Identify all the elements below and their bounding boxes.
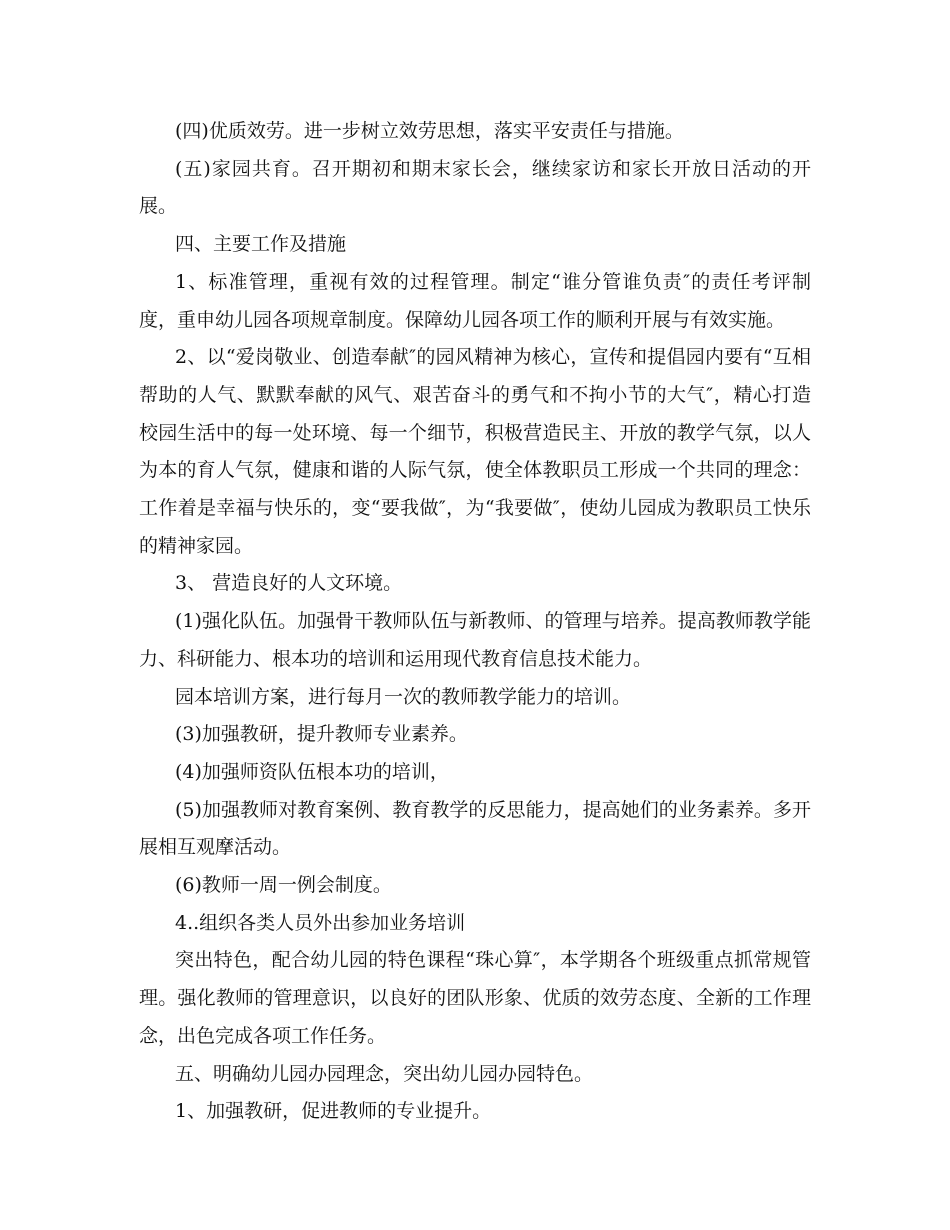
paragraph-basic-skills: (4)加强师资队伍根本功的培训， <box>175 760 449 783</box>
paragraph-teaching-research: (3)加强教研，提升教师专业素养。 <box>175 723 468 746</box>
paragraph-external-training: 4..组织各类人员外出参加业务培训 <box>175 911 466 934</box>
paragraph-feature-course: 突出特色，配合幼儿园的特色课程“珠心算″，本学期各个班级重点抓常规管理。强化教师的管理意识，以良好的团队形象、优质的效劳态度、全新的工作理念，出色完成各项工作任务。 <box>139 949 811 1047</box>
document-body <box>139 113 811 1131</box>
section-heading-main-work: 四、主要工作及措施 <box>175 233 347 256</box>
paragraph-strengthen-team: (1)强化队伍。加强骨干教师队伍与新教师、的管理与培养。提高教师教学能力、科研能力、根本功的培训和运用现代教育信息技术能力。 <box>139 610 811 670</box>
paragraph-weekly-meeting: (6)教师一周一例会制度。 <box>175 874 392 897</box>
paragraph-kindergarten-spirit: 2、以“爱岗敬业、创造奉献″的园风精神为核心，宣传和提倡园内要有“互相帮助的人气、默默奉献的风气、艰苦奋斗的勇气和不拘小节的大气″，精心打造校园生活中的每一处环境、每一个细节，积极营造民主、开放的教学气氛，以人为本的育人气氛，健康和谐的人际气氛，使全体教职员工形成一个共同的理念：工作着是幸福与快乐的，变“要我做″，为“我要做″，使幼儿园成为教职员工快乐的精神家园。 <box>139 346 811 557</box>
section-heading-philosophy: 五、明确幼儿园办园理念，突出幼儿园办园特色。 <box>175 1062 594 1085</box>
paragraph-home-school-cooperation: (五)家园共育。召开期初和期末家长会，继续家访和家长开放日活动的开展。 <box>139 157 811 218</box>
paragraph-standard-management: 1、标准管理，重视有效的过程管理。制定“谁分管谁负责″的责任考评制度，重申幼儿园各项规章制度。保障幼儿园各项工作的顺利开展与有效实施。 <box>139 270 811 331</box>
paragraph-service-quality: (四)优质效劳。进一步树立效劳思想，落实平安责任与措施。 <box>175 120 684 142</box>
paragraph-reflection-ability: (5)加强教师对教育案例、教育教学的反思能力，提高她们的业务素养。多开展相互观摩活动。 <box>139 798 811 859</box>
paragraph-professional-growth: 1、加强教研，促进教师的专业提升。 <box>175 1100 492 1123</box>
paragraph-training-plan: 园本培训方案，进行每月一次的教师教学能力的培训。 <box>175 685 632 708</box>
paragraph-humanistic-environment: 3、 营造良好的人文环境。 <box>175 572 403 595</box>
